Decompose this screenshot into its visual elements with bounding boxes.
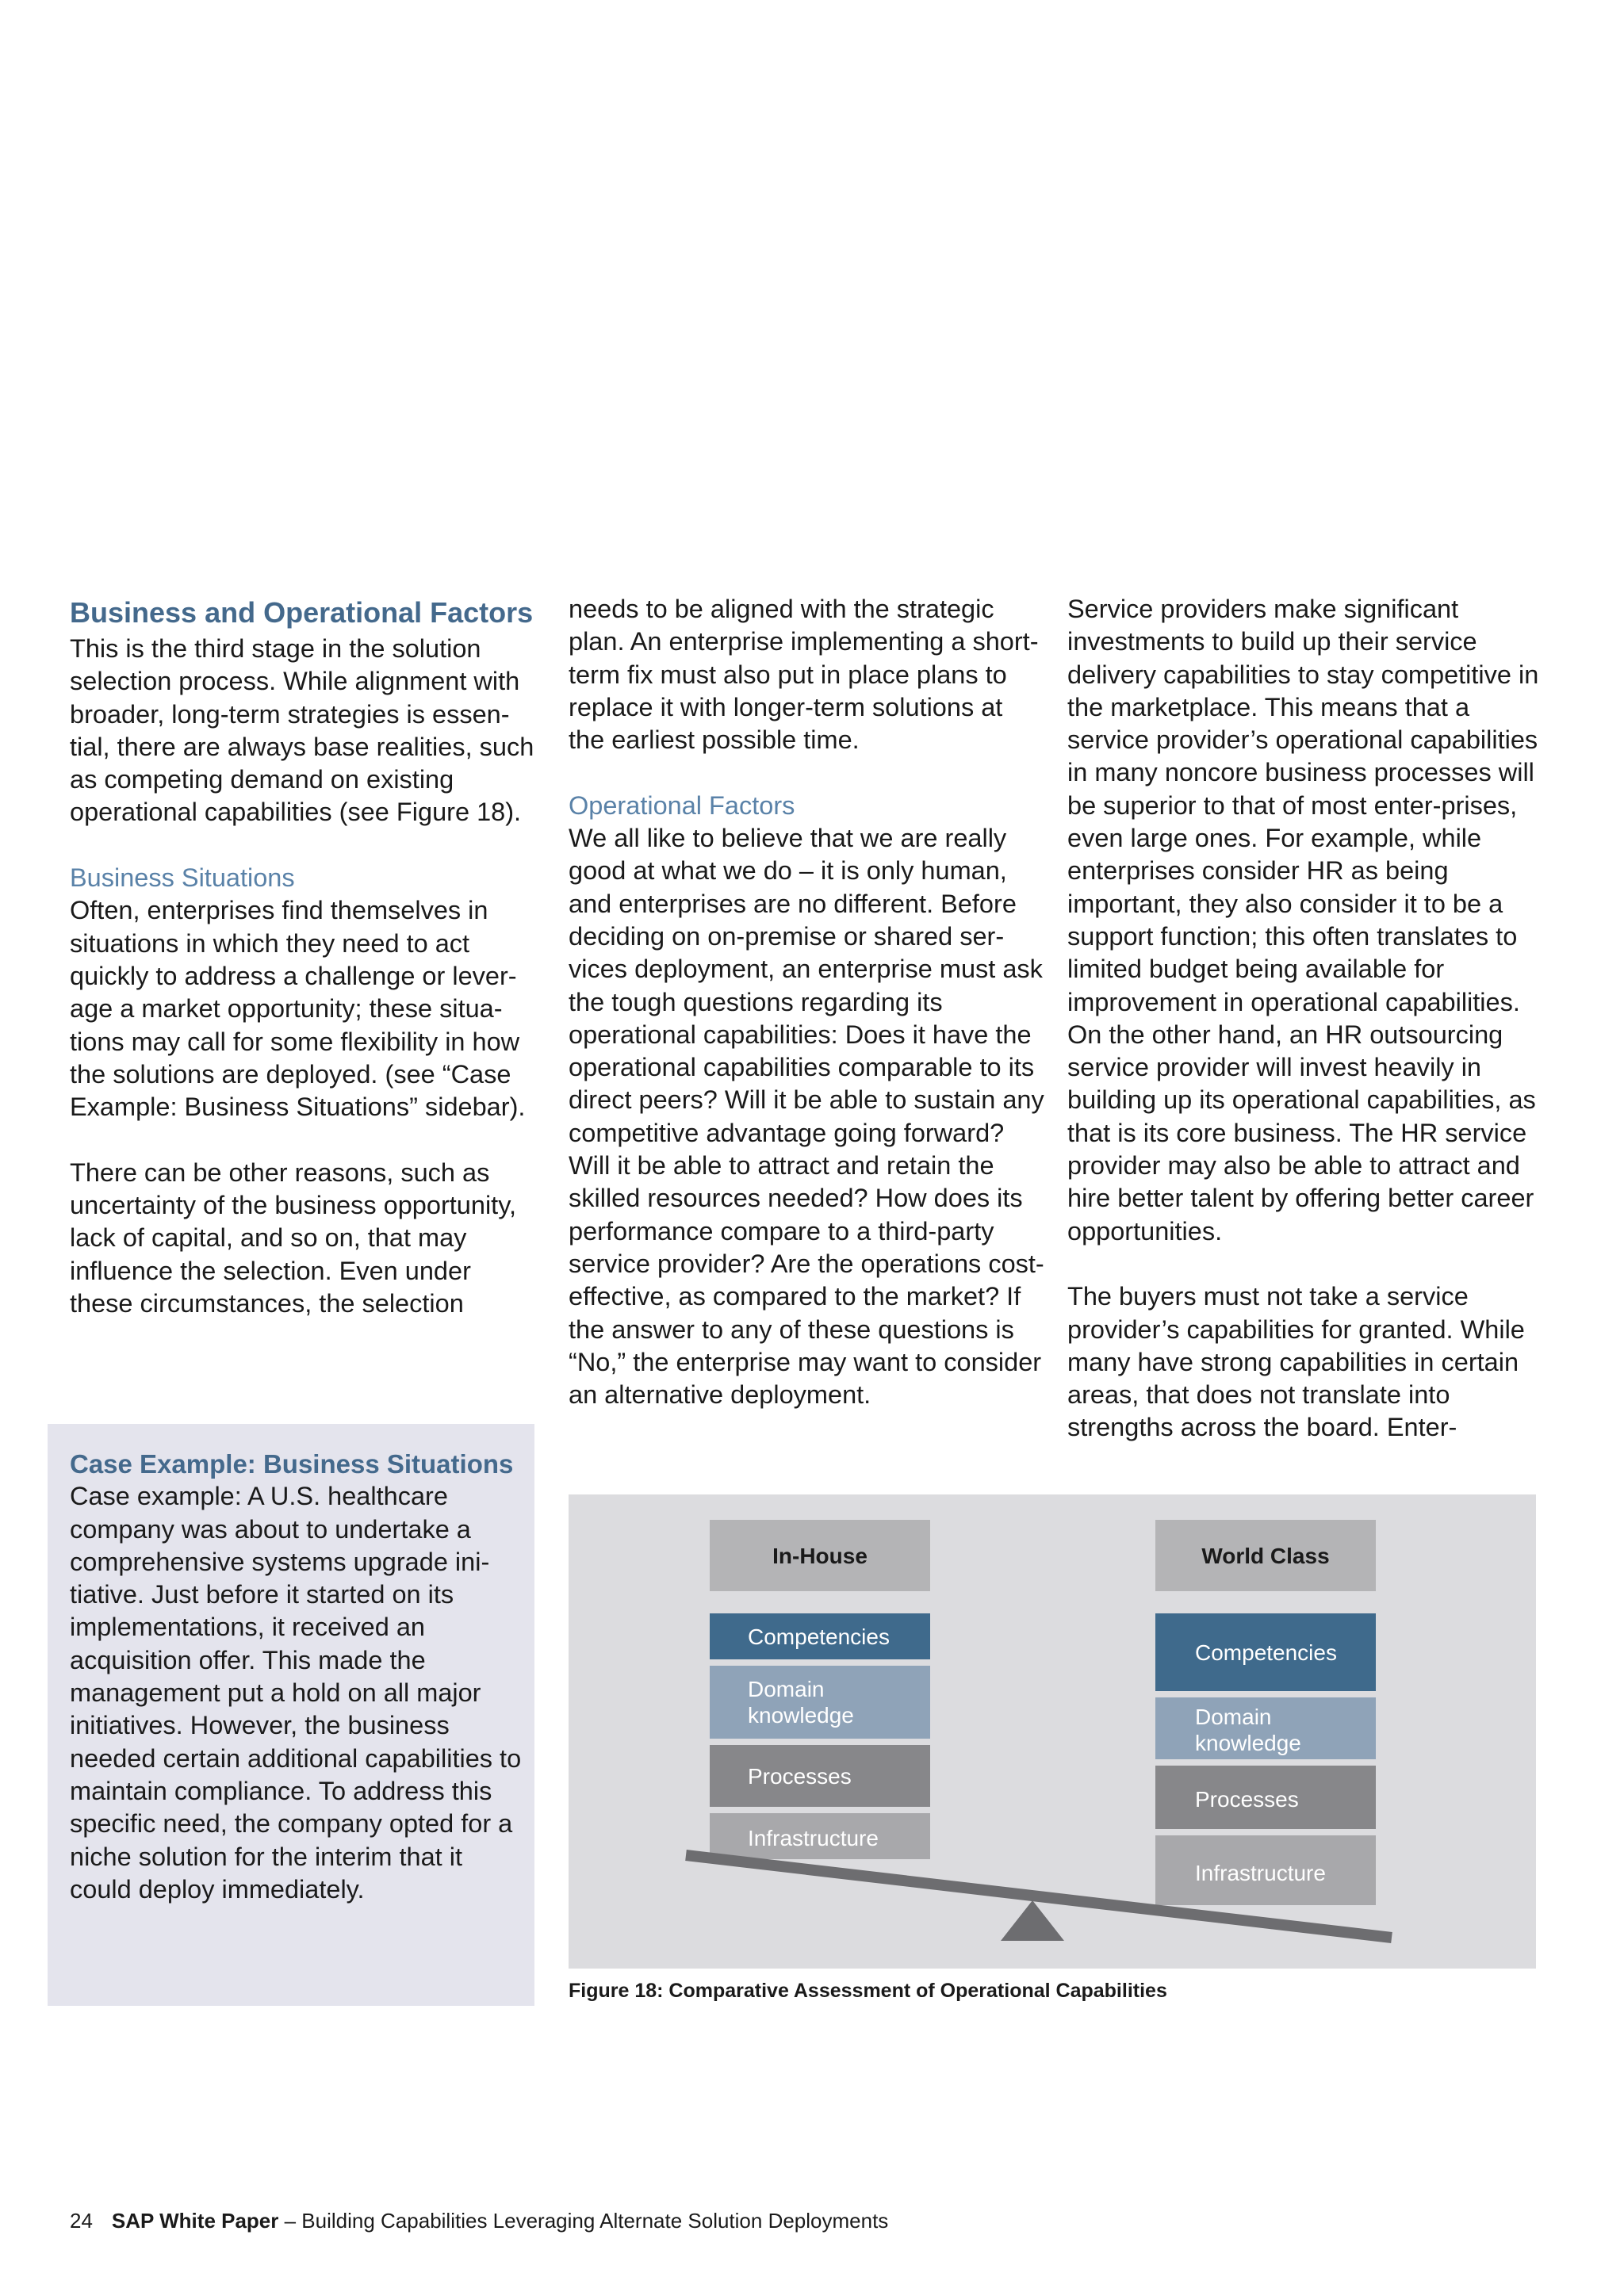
right-processes-label: Processes	[1195, 1787, 1299, 1812]
right-infrastructure-label: Infrastructure	[1195, 1861, 1326, 1885]
right-domain-line-1: Domain	[1195, 1705, 1272, 1729]
left-header-label: In-House	[772, 1544, 868, 1568]
left-competencies-label: Competencies	[748, 1624, 890, 1649]
service-providers-paragraph: Service providers make significant investments to build up their service delivery capabilities to stay competitive in the marketplace. This means that a service provider’s operational capabilities in many noncore business processes will be superior to that of most enter-prises, even large ones. For example, while enterprises consider HR as being important, they also consider it to be a support function; this often translates to limited budget being available for improvement in operational capabilities. On the other hand, an HR outsourcing service provider will invest heavily in building up its operational capabilities, as that is its core business. The HR service provider may also be able to attract and hire better talent by offering better career opportunities.	[1067, 595, 1539, 1246]
page-footer	[70, 2209, 888, 2233]
page-number: 24	[70, 2209, 93, 2233]
left-domain-line-1: Domain	[748, 1677, 825, 1701]
left-infrastructure-label: Infrastructure	[748, 1826, 879, 1850]
column-1	[70, 593, 538, 1320]
column-3	[1067, 593, 1543, 1445]
continuation-paragraph: needs to be aligned with the strategic plan. An enterprise implementing a short-term fix must also put in place plans to replace it with longer-term solutions at the earliest possible time.	[569, 595, 1039, 755]
intro-paragraph: This is the third stage in the solution selection process. While alignment with broader, long-term strategies is essen-tial, there are always base realities, such as competing demand on existing operational capabilities (see Figure 18).	[70, 634, 534, 827]
figure-caption: Figure 18: Comparative Assessment of Operational Capabilities	[569, 1980, 1167, 2002]
business-situations-subheading: Business Situations	[70, 863, 295, 893]
left-domain-line-2: knowledge	[748, 1703, 854, 1728]
business-situations-paragraph: Often, enterprises find themselves in situations in which they need to act quickly to address a challenge or lever-age a market opportunity; these situa-tions may call for some flexibility in how the solutions are deployed. (see “Case Example: Business Situations” sidebar).	[70, 896, 526, 1122]
sidebar-body: Case example: A U.S. healthcare company was about to undertake a comprehensive systems upgrade ini-tiative. Just before it started on its implementations, it received an acquisition offer. This made the management put a hold on all major initiatives. However, the business needed certain additional capabilities to maintain compliance. To address this specific need, the company opted for a niche solution for the interim that it could deploy immediately.	[70, 1482, 522, 1904]
footer-brand: SAP White Paper	[111, 2209, 279, 2233]
section-heading: Business and Operational Factors	[70, 596, 534, 629]
right-domain-line-2: knowledge	[1195, 1731, 1301, 1755]
sidebar-title: Case Example: Business Situations	[70, 1449, 514, 1479]
buyers-paragraph: The buyers must not take a service provider’s capabilities for granted. While many have strong capabilities in certain areas, that does not translate into strengths across the board. Enter-	[1067, 1282, 1525, 1442]
operational-factors-paragraph: We all like to believe that we are really good at what we do – it is only human, and enterprises are no different. Before deciding on on-premise or shared ser-vices deployment, an enterprise must ask the tough questions regarding its operational capabilities: Does it have the operational capabilities comparable to its direct peers? Will it be able to sustain any competitive advantage going forward? Will it be able to attract and retain the skilled resources needed? How does its performance compare to a third-party service provider? Are the operations cost-effective, as compared to the market? If the answer to any of these questions is “No,” the enterprise may want to consider an alternative deployment.	[569, 824, 1044, 1410]
case-example-sidebar	[48, 1424, 534, 2006]
right-competencies-label: Competencies	[1195, 1640, 1337, 1665]
left-processes-label: Processes	[748, 1764, 852, 1789]
right-header-label: World Class	[1201, 1544, 1330, 1568]
figure-18	[569, 1494, 1536, 1969]
operational-factors-subheading: Operational Factors	[569, 790, 795, 820]
other-reasons-paragraph: There can be other reasons, such as uncertainty of the business opportunity, lack of capital, and so on, that may influence the selection. Even under these circumstances, the selection	[70, 1158, 517, 1318]
column-2	[569, 593, 1044, 1411]
fulcrum-triangle	[1001, 1900, 1064, 1941]
footer-title: – Building Capabilities Leveraging Alternate Solution Deployments	[278, 2209, 889, 2233]
